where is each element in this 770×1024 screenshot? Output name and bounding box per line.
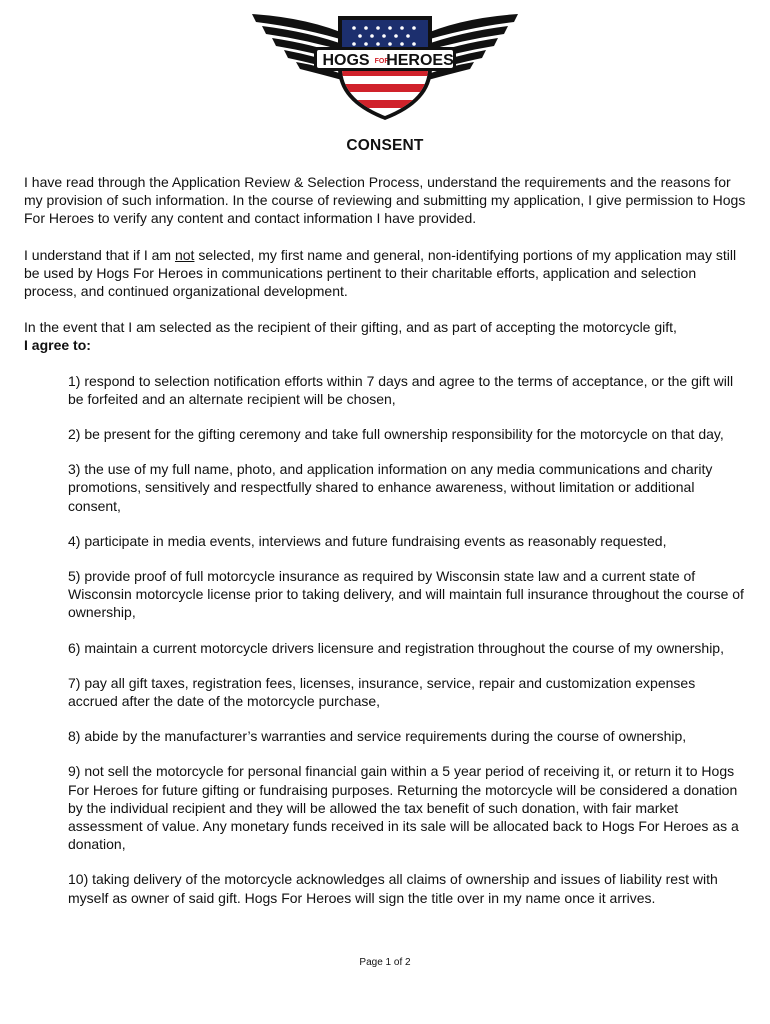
- page-number: Page 1 of 2: [359, 957, 411, 968]
- agreement-list: [24, 372, 748, 907]
- agreement-item: 9) not sell the motorcycle for personal financial gain within a 5 year period of receiving it, or return it to Hogs For Heroes for future gifting or fundraising purposes. Returning the motorcycle will be considered a donation by the individual recipient and they will be allowed the tax benefit of such donation, with fair market assessment of value. Any monetary funds received in its sale will be allocated back to Hogs For Heroes as a donation,: [68, 763, 739, 853]
- underlined-not: not: [174, 246, 195, 263]
- document-title: CONSENT: [346, 137, 424, 154]
- paragraph-permission: I have read through the Application Review & Selection Process, understand the requirements and the reasons for my provision of such information. In the course of reviewing and submitting my application, I give permission to Hogs For Heroes to verify any content and contact information I have provided.: [24, 174, 746, 227]
- paragraph-not-selected-end: selected, my first name and general, non-identifying portions of my application may still be used by Hogs For Heroes in communications pertinent to their charitable efforts, application and selection process, and continued organizational development.: [24, 246, 737, 300]
- agreement-item: 8) abide by the manufacturer’s warranties and service requirements during the course of ownership,: [68, 728, 687, 745]
- logo-word-hogs: HOGS: [322, 52, 370, 69]
- paragraph-selected-text: In the event that I am selected as the recipient of their gifting, and as part of accepting the motorcycle gift,: [24, 319, 677, 336]
- hogs-for-heroes-logo: [250, 6, 520, 124]
- paragraph-not-selected: [24, 246, 748, 301]
- paragraph-not-selected-start: I understand that if I am: [24, 246, 175, 263]
- agreement-item: 1) respond to selection notification efforts within 7 days and agree to the terms of acceptance, or the gift will be forfeited and an alternate recipient will be chosen,: [68, 372, 734, 407]
- agreement-item: 2) be present for the gifting ceremony and take full ownership responsibility for the motorcycle on that day,: [68, 426, 724, 443]
- document-body: [24, 173, 748, 924]
- logo-word-for: FOR: [374, 58, 390, 65]
- paragraph-selected: [24, 318, 748, 354]
- agreement-item: 5) provide proof of full motorcycle insurance as required by Wisconsin state law and a current state of Wisconsin motorcycle license prior to taking delivery, and will maintain full insurance throughout the course of ownership,: [68, 568, 744, 621]
- agree-to-label: I agree to:: [24, 337, 91, 354]
- agreement-item: 7) pay all gift taxes, registration fees, licenses, insurance, service, repair and customization expenses accrued after the date of the motorcycle purchase,: [68, 674, 696, 710]
- agreement-item: 10) taking delivery of the motorcycle acknowledges all claims of ownership and issues of liability rest with myself as owner of said gift. Hogs For Heroes will sign the title over in my name once it arrives.: [68, 871, 718, 906]
- agreement-item: 4) participate in media events, interviews and future fundraising events as reasonably requested,: [68, 532, 667, 549]
- logo-word-heroes: HEROES: [386, 52, 454, 69]
- agreement-item: 6) maintain a current motorcycle drivers licensure and registration throughout the course of my ownership,: [68, 639, 724, 656]
- agreement-item: 3) the use of my full name, photo, and application information on any media communications and charity promotions, sensitively and respectfully shared to enhance awareness, without limitation or additional consent,: [68, 461, 713, 514]
